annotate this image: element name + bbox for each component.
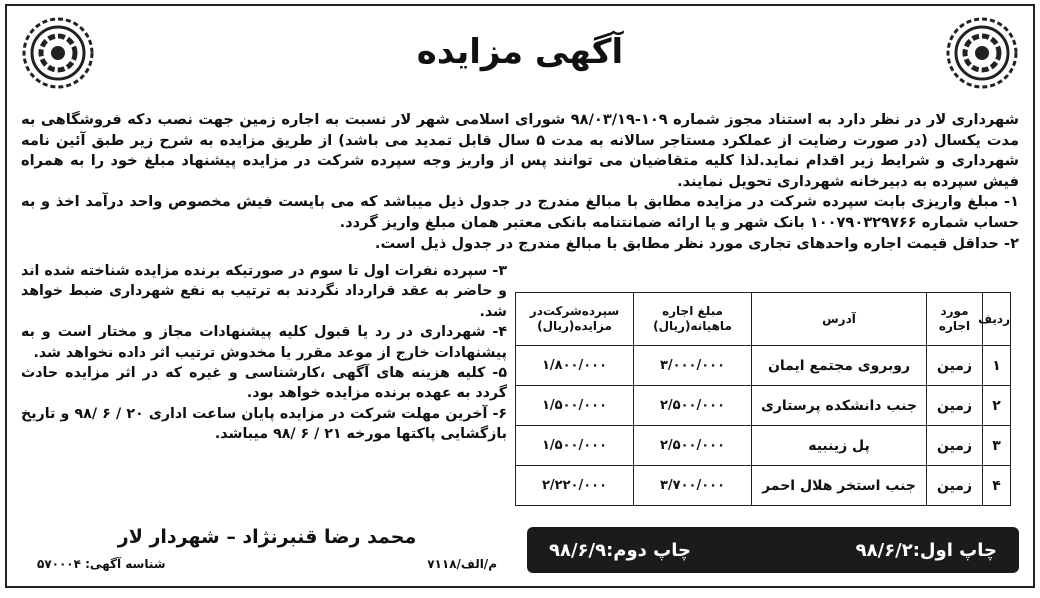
rental-item: زمین: [927, 386, 983, 426]
row-number: ۳: [983, 426, 1011, 466]
print-dates-bar: [527, 527, 1019, 573]
deposit: ۱/۵۰۰/۰۰۰: [516, 426, 634, 466]
rental-item: زمین: [927, 466, 983, 506]
table-row: [516, 386, 1011, 426]
header-monthly-rent: مبلغ اجاره ماهیانه(ریال): [634, 293, 752, 346]
header-rental-item: مورد اجاره: [927, 293, 983, 346]
monthly-rent: ۳/۰۰۰/۰۰۰: [634, 346, 752, 386]
header-row-number: ردیف: [983, 293, 1011, 346]
address: جنب دانشکده پرستاری: [752, 386, 927, 426]
notice-meta: [37, 557, 497, 571]
condition-4: ۴- شهرداری در رد یا قبول کلیه پیشنهادات مجاز و مختار است و به پیشنهادات خارج از موعد مقرر یا مخدوش ترتیب اثر داده نخواهد شد.: [21, 324, 507, 361]
monthly-rent: ۳/۷۰۰/۰۰۰: [634, 466, 752, 506]
deposit: ۱/۵۰۰/۰۰۰: [516, 386, 634, 426]
ad-id: شناسه آگهی: ۵۷۰۰۰۴: [37, 557, 166, 571]
row-number: ۴: [983, 466, 1011, 506]
signer-name: محمد رضا قنبرنژاد – شهردار لار: [117, 526, 417, 548]
address: روبروی مجتمع ایمان: [752, 346, 927, 386]
address: پل زینبیه: [752, 426, 927, 466]
row-number: ۲: [983, 386, 1011, 426]
page-title: آگهی مزایده: [416, 32, 624, 72]
intro-paragraph: شهرداری لار در نظر دارد به استناد مجوز شماره ۱۰۹-۹۸/۰۳/۱۹ شورای اسلامی شهر لار نسبت به اجاره زمین جهت نصب دکه فروشگاهی به مدت یکسال (در صورت رضایت از عملکرد مستاجر سالانه به مدت ۵ سال قابل تمدید می باشد) از طریق مزایده به شرح زیر طبق آئین نامه شهرداری و شرایط زیر اقدام نماید.لذا کلیه متقاضیان می توانند پس از واریز وجه سپرده شرکت در مزایده پیشنهاد مبلغ خود را به همراه فیش سپرده به دبیرخانه شهرداری تحویل نمایند.: [21, 111, 1019, 190]
table-row: [516, 466, 1011, 506]
deposit: ۲/۲۲۰/۰۰۰: [516, 466, 634, 506]
reference-code: م/الف/۷۱۱۸: [427, 557, 497, 571]
deposit: ۱/۸۰۰/۰۰۰: [516, 346, 634, 386]
auction-notice: [5, 4, 1035, 588]
intro-text: [21, 110, 1019, 254]
address: جنب استخر هلال احمر: [752, 466, 927, 506]
condition-3: ۳- سپرده نفرات اول تا سوم در صورتیکه برنده مزایده شناخته شده اند و حاضر به عقد قرارداد نگردند به ترتیب به نفع شهرداری ضبط خواهد شد.: [21, 263, 507, 320]
row-number: ۱: [983, 346, 1011, 386]
condition-1: ۱- مبلغ واریزی بابت سپرده شرکت در مزایده مطابق با مبالغ مندرج در جدول ذیل میباشد که می بایست فیش مخصوص واحد درآمد اخذ و به حساب شماره ۱۰۰۷۹۰۳۲۹۷۶۶ بانک شهر و یا ارائه ضمانتنامه بانکی معتبر همان مبلغ واریز گردد.: [21, 193, 1019, 231]
second-print-date: چاپ دوم:۹۸/۶/۹: [549, 539, 691, 561]
auction-table: [516, 292, 1011, 506]
table-row: [516, 426, 1011, 466]
monthly-rent: ۲/۵۰۰/۰۰۰: [634, 426, 752, 466]
rental-item: زمین: [927, 426, 983, 466]
table-row: [516, 346, 1011, 386]
condition-2: ۲- حداقل قیمت اجاره واحدهای تجاری مورد نظر مطابق با مبالغ مندرج در جدول ذیل است.: [374, 234, 1019, 252]
first-print-date: چاپ اول:۹۸/۶/۲: [855, 539, 997, 561]
rental-item: زمین: [927, 346, 983, 386]
table-header-row: [516, 293, 1011, 346]
condition-5: ۵- کلیه هزینه های آگهی ،کارشناسی و غیره که در اثر مزایده حادث گردد به عهده برنده مزایده خواهد بود.: [21, 365, 507, 402]
conditions-list: [21, 261, 507, 445]
monthly-rent: ۲/۵۰۰/۰۰۰: [634, 386, 752, 426]
header-deposit: سپرده‌شرکت‌در مزایده(ریال): [516, 293, 634, 346]
header-address: آدرس: [752, 293, 927, 346]
condition-6: ۶- آخرین مهلت شرکت در مزایده پایان ساعت اداری ۲۰ / ۶ /۹۸ و تاریخ بازگشایی پاکتها مورخه ۲۱ / ۶ /۹۸ میباشد.: [21, 405, 508, 443]
